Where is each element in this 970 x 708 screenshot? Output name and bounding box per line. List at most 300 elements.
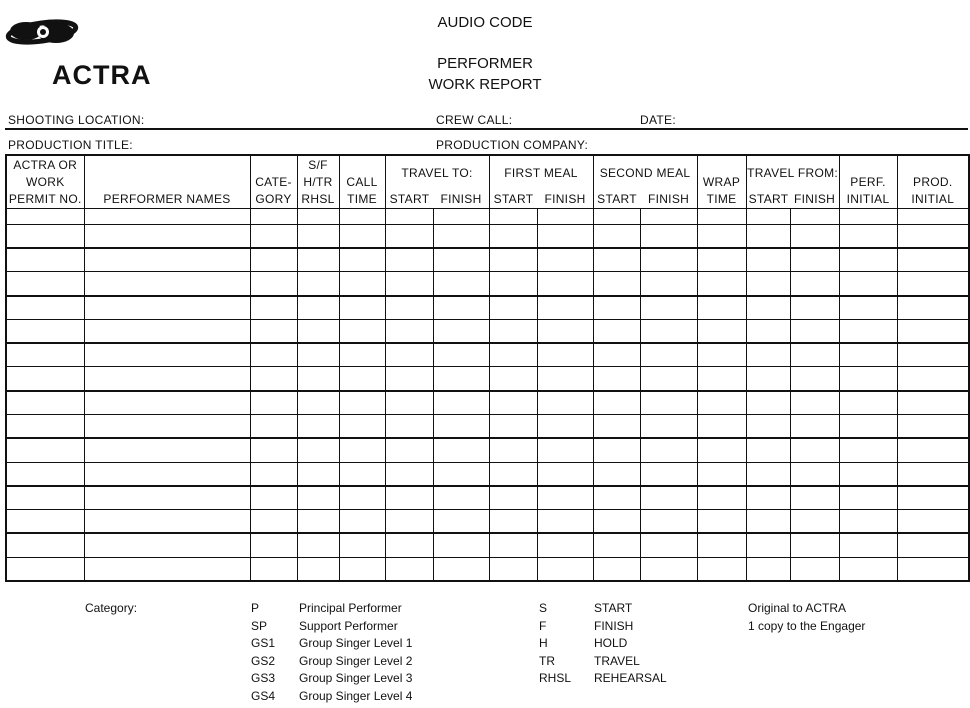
table-cell[interactable]: [84, 533, 250, 557]
table-cell[interactable]: [489, 557, 537, 581]
table-cell[interactable]: [84, 510, 250, 534]
table-cell[interactable]: [790, 486, 839, 510]
table-cell[interactable]: [297, 248, 339, 272]
col-sf-htr-rhsl: S/F H/TR RHSL: [297, 155, 339, 209]
table-cell[interactable]: [297, 391, 339, 415]
table-cell[interactable]: [697, 391, 746, 415]
table-cell[interactable]: [339, 510, 385, 534]
table-cell[interactable]: [6, 272, 84, 296]
table-row: [6, 296, 969, 320]
table-cell[interactable]: [697, 248, 746, 272]
table-cell[interactable]: [790, 224, 839, 248]
table-cell[interactable]: [537, 272, 593, 296]
table-cell[interactable]: [697, 462, 746, 486]
table-cell[interactable]: [6, 367, 84, 391]
table-cell[interactable]: [84, 343, 250, 367]
col-travel-from: TRAVEL FROM: START FINISH: [746, 155, 839, 209]
table-cell[interactable]: [790, 391, 839, 415]
table-cell[interactable]: [433, 343, 489, 367]
table-cell[interactable]: [897, 367, 969, 391]
table-cell[interactable]: [640, 557, 697, 581]
table-row: [6, 438, 969, 462]
table-cell[interactable]: [489, 224, 537, 248]
table-cell[interactable]: [593, 272, 640, 296]
table-cell[interactable]: [489, 248, 537, 272]
table-cell[interactable]: [385, 557, 433, 581]
table-cell[interactable]: [697, 557, 746, 581]
table-cell[interactable]: [593, 248, 640, 272]
col-perf-initial: PERF. INITIAL: [839, 155, 897, 209]
table-cell[interactable]: [385, 272, 433, 296]
table-cell[interactable]: [433, 438, 489, 462]
table-cell[interactable]: [839, 224, 897, 248]
table-cell[interactable]: [339, 557, 385, 581]
table-cell[interactable]: [790, 248, 839, 272]
distribution-note: [748, 600, 865, 635]
table-cell[interactable]: [697, 510, 746, 534]
table-cell[interactable]: [697, 533, 746, 557]
table-cell[interactable]: [6, 462, 84, 486]
table-cell[interactable]: [640, 438, 697, 462]
table-cell[interactable]: [897, 209, 969, 225]
table-cell[interactable]: [593, 557, 640, 581]
table-cell[interactable]: [839, 533, 897, 557]
table-cell[interactable]: [489, 367, 537, 391]
table-cell[interactable]: [640, 533, 697, 557]
table-cell[interactable]: [640, 414, 697, 438]
table-cell[interactable]: [339, 533, 385, 557]
table-cell[interactable]: [433, 510, 489, 534]
table-cell[interactable]: [839, 510, 897, 534]
col-call-time: CALL TIME: [339, 155, 385, 209]
table-cell[interactable]: [746, 391, 790, 415]
table-cell[interactable]: [839, 391, 897, 415]
table-cell[interactable]: [640, 224, 697, 248]
table-cell[interactable]: [385, 462, 433, 486]
table-cell[interactable]: [489, 533, 537, 557]
table-cell[interactable]: [433, 533, 489, 557]
table-cell[interactable]: [250, 224, 297, 248]
table-cell[interactable]: [6, 557, 84, 581]
table-cell[interactable]: [489, 209, 537, 225]
table-cell[interactable]: [839, 248, 897, 272]
table-cell[interactable]: [537, 438, 593, 462]
category-descriptions: [299, 600, 412, 706]
table-cell[interactable]: [697, 486, 746, 510]
table-cell[interactable]: [790, 438, 839, 462]
table-cell[interactable]: [6, 296, 84, 320]
table-cell[interactable]: [897, 272, 969, 296]
table-cell[interactable]: [897, 248, 969, 272]
table-cell[interactable]: [897, 557, 969, 581]
table-cell[interactable]: [746, 414, 790, 438]
table-cell[interactable]: [250, 272, 297, 296]
table-cell[interactable]: [746, 343, 790, 367]
table-cell[interactable]: [339, 391, 385, 415]
table-cell[interactable]: [640, 343, 697, 367]
table-cell[interactable]: [839, 438, 897, 462]
status-descriptions: [594, 600, 667, 688]
table-cell[interactable]: [250, 296, 297, 320]
table-cell[interactable]: [640, 486, 697, 510]
table-cell[interactable]: [6, 224, 84, 248]
table-cell[interactable]: [385, 510, 433, 534]
table-cell[interactable]: [385, 533, 433, 557]
col-category: CATE- GORY: [250, 155, 297, 209]
table-cell[interactable]: [6, 510, 84, 534]
table-cell[interactable]: [84, 319, 250, 343]
table-cell[interactable]: [385, 296, 433, 320]
status-desc-item: FINISH: [594, 618, 634, 633]
table-cell[interactable]: [790, 414, 839, 438]
table-cell[interactable]: [250, 319, 297, 343]
table-cell[interactable]: [250, 510, 297, 534]
table-cell[interactable]: [84, 209, 250, 225]
table-cell[interactable]: [537, 414, 593, 438]
table-cell[interactable]: [897, 486, 969, 510]
table-row: [6, 319, 969, 343]
table-cell[interactable]: [697, 319, 746, 343]
status-desc-item: REHEARSAL: [594, 671, 667, 686]
table-cell[interactable]: [897, 224, 969, 248]
table-cell[interactable]: [489, 510, 537, 534]
table-cell[interactable]: [697, 343, 746, 367]
table-cell[interactable]: [297, 486, 339, 510]
table-row: [6, 486, 969, 510]
table-cell[interactable]: [84, 557, 250, 581]
table-cell[interactable]: [84, 414, 250, 438]
table-cell[interactable]: [746, 209, 790, 225]
table-cell[interactable]: [697, 272, 746, 296]
table-row: [6, 533, 969, 557]
status-code-item: S: [539, 601, 548, 615]
status-code-item: TR: [539, 653, 555, 668]
table-cell[interactable]: [746, 438, 790, 462]
table-cell[interactable]: [489, 319, 537, 343]
table-cell[interactable]: [746, 248, 790, 272]
table-cell[interactable]: [297, 296, 339, 320]
table-cell[interactable]: [339, 462, 385, 486]
table-cell[interactable]: [339, 414, 385, 438]
performer-table: [5, 154, 970, 582]
table-cell[interactable]: [84, 367, 250, 391]
table-cell[interactable]: [746, 510, 790, 534]
table-cell[interactable]: [640, 209, 697, 225]
table-cell[interactable]: [593, 486, 640, 510]
table-cell[interactable]: [339, 248, 385, 272]
table-cell[interactable]: [697, 209, 746, 225]
table-cell[interactable]: [297, 272, 339, 296]
table-cell[interactable]: [297, 343, 339, 367]
table-cell[interactable]: [537, 462, 593, 486]
table-cell[interactable]: [593, 296, 640, 320]
production-title-field[interactable]: PRODUCTION TITLE:: [8, 138, 133, 152]
table-cell[interactable]: [537, 319, 593, 343]
table-cell[interactable]: [537, 209, 593, 225]
table-cell[interactable]: [489, 414, 537, 438]
table-cell[interactable]: [433, 224, 489, 248]
table-cell[interactable]: [6, 486, 84, 510]
table-cell[interactable]: [6, 414, 84, 438]
table-cell[interactable]: [790, 209, 839, 225]
table-cell[interactable]: [697, 367, 746, 391]
table-cell[interactable]: [84, 224, 250, 248]
table-cell[interactable]: [593, 319, 640, 343]
table-cell[interactable]: [250, 391, 297, 415]
table-cell[interactable]: [697, 438, 746, 462]
table-cell[interactable]: [640, 319, 697, 343]
table-row: [6, 414, 969, 438]
table-cell[interactable]: [339, 319, 385, 343]
shooting-location-field[interactable]: SHOOTING LOCATION:: [8, 113, 145, 127]
table-cell[interactable]: [897, 510, 969, 534]
table-cell[interactable]: [697, 414, 746, 438]
table-cell[interactable]: [790, 367, 839, 391]
table-cell[interactable]: [6, 533, 84, 557]
table-cell[interactable]: [839, 557, 897, 581]
table-cell[interactable]: [433, 367, 489, 391]
table-cell[interactable]: [433, 209, 489, 225]
table-cell[interactable]: [250, 367, 297, 391]
table-cell[interactable]: [593, 414, 640, 438]
table-cell[interactable]: [297, 557, 339, 581]
date-field[interactable]: DATE:: [640, 113, 676, 127]
category-code-item: GS1: [251, 636, 276, 651]
table-cell[interactable]: [640, 367, 697, 391]
category-desc-item: Group Singer Level 4: [299, 688, 413, 703]
table-cell[interactable]: [746, 462, 790, 486]
table-cell[interactable]: [84, 248, 250, 272]
table-cell[interactable]: [697, 296, 746, 320]
table-cell[interactable]: [6, 438, 84, 462]
table-cell[interactable]: [790, 533, 839, 557]
table-cell[interactable]: [433, 272, 489, 296]
table-cell[interactable]: [297, 462, 339, 486]
table-cell[interactable]: [790, 343, 839, 367]
table-cell[interactable]: [385, 224, 433, 248]
table-cell[interactable]: [640, 296, 697, 320]
table-cell[interactable]: [297, 367, 339, 391]
table-cell[interactable]: [790, 510, 839, 534]
table-cell[interactable]: [489, 462, 537, 486]
table-cell[interactable]: [839, 414, 897, 438]
table-cell[interactable]: [746, 367, 790, 391]
table-row: [6, 367, 969, 391]
table-cell[interactable]: [385, 486, 433, 510]
table-cell[interactable]: [697, 224, 746, 248]
table-cell[interactable]: [897, 391, 969, 415]
table-cell[interactable]: [489, 391, 537, 415]
table-cell[interactable]: [537, 391, 593, 415]
table-cell[interactable]: [297, 533, 339, 557]
table-cell[interactable]: [593, 209, 640, 225]
table-cell[interactable]: [250, 486, 297, 510]
table-cell[interactable]: [433, 557, 489, 581]
table-cell[interactable]: [297, 209, 339, 225]
table-cell[interactable]: [339, 486, 385, 510]
table-cell[interactable]: [593, 533, 640, 557]
table-cell[interactable]: [385, 438, 433, 462]
table-cell[interactable]: [433, 248, 489, 272]
table-cell[interactable]: [897, 533, 969, 557]
table-cell[interactable]: [839, 272, 897, 296]
table-cell[interactable]: [897, 438, 969, 462]
table-cell[interactable]: [790, 462, 839, 486]
table-cell[interactable]: [339, 343, 385, 367]
table-cell[interactable]: [250, 248, 297, 272]
table-cell[interactable]: [839, 209, 897, 225]
table-cell[interactable]: [433, 296, 489, 320]
table-cell[interactable]: [433, 486, 489, 510]
table-cell[interactable]: [746, 272, 790, 296]
table-cell[interactable]: [84, 296, 250, 320]
table-cell[interactable]: [537, 367, 593, 391]
table-cell[interactable]: [537, 510, 593, 534]
table-cell[interactable]: [839, 319, 897, 343]
table-cell[interactable]: [593, 224, 640, 248]
table-cell[interactable]: [897, 343, 969, 367]
table-cell[interactable]: [593, 462, 640, 486]
table-cell[interactable]: [593, 391, 640, 415]
table-cell[interactable]: [339, 367, 385, 391]
table-cell[interactable]: [593, 510, 640, 534]
table-cell[interactable]: [839, 486, 897, 510]
table-cell[interactable]: [790, 319, 839, 343]
table-cell[interactable]: [897, 462, 969, 486]
table-cell[interactable]: [6, 343, 84, 367]
status-codes: [539, 600, 571, 688]
table-cell[interactable]: [537, 486, 593, 510]
table-cell[interactable]: [385, 367, 433, 391]
table-cell[interactable]: [385, 319, 433, 343]
logo-wordmark: ACTRA: [52, 60, 152, 90]
table-cell[interactable]: [385, 414, 433, 438]
table-cell[interactable]: [746, 319, 790, 343]
table-cell[interactable]: [84, 486, 250, 510]
category-code-item: GS4: [251, 688, 276, 703]
table-cell[interactable]: [746, 533, 790, 557]
table-cell[interactable]: [250, 438, 297, 462]
table-cell[interactable]: [897, 296, 969, 320]
table-row: [6, 248, 969, 272]
category-desc-item: Group Singer Level 1: [299, 636, 413, 651]
table-cell[interactable]: [640, 248, 697, 272]
table-cell[interactable]: [6, 319, 84, 343]
table-cell[interactable]: [250, 533, 297, 557]
table-cell[interactable]: [84, 438, 250, 462]
table-cell[interactable]: [746, 557, 790, 581]
table-cell[interactable]: [6, 248, 84, 272]
table-cell[interactable]: [297, 224, 339, 248]
distribution-item: 1 copy to the Engager: [748, 618, 866, 633]
table-cell[interactable]: [790, 272, 839, 296]
table-cell[interactable]: [537, 557, 593, 581]
table-row: [6, 391, 969, 415]
status-code-item: H: [539, 636, 548, 651]
table-cell[interactable]: [593, 438, 640, 462]
table-row: [6, 462, 969, 486]
table-cell[interactable]: [339, 209, 385, 225]
table-cell[interactable]: [489, 486, 537, 510]
table-cell[interactable]: [790, 557, 839, 581]
table-cell[interactable]: [640, 462, 697, 486]
table-cell[interactable]: [640, 510, 697, 534]
table-cell[interactable]: [339, 296, 385, 320]
table-cell[interactable]: [297, 414, 339, 438]
table-cell[interactable]: [897, 414, 969, 438]
table-cell[interactable]: [489, 343, 537, 367]
table-cell[interactable]: [385, 248, 433, 272]
table-cell[interactable]: [593, 367, 640, 391]
table-cell[interactable]: [250, 462, 297, 486]
table-cell[interactable]: [489, 438, 537, 462]
table-cell[interactable]: [537, 533, 593, 557]
table-cell[interactable]: [746, 296, 790, 320]
table-cell[interactable]: [250, 414, 297, 438]
table-cell[interactable]: [839, 367, 897, 391]
table-cell[interactable]: [84, 391, 250, 415]
table-row: [6, 343, 969, 367]
table-cell[interactable]: [297, 510, 339, 534]
table-cell[interactable]: [297, 319, 339, 343]
table-cell[interactable]: [250, 557, 297, 581]
table-cell[interactable]: [385, 343, 433, 367]
table-cell[interactable]: [84, 462, 250, 486]
table-cell[interactable]: [433, 414, 489, 438]
table-cell[interactable]: [537, 296, 593, 320]
table-cell[interactable]: [489, 296, 537, 320]
table-cell[interactable]: [640, 272, 697, 296]
table-cell[interactable]: [839, 296, 897, 320]
table-row: [6, 272, 969, 296]
table-cell[interactable]: [537, 343, 593, 367]
table-cell[interactable]: [433, 391, 489, 415]
table-cell[interactable]: [385, 209, 433, 225]
table-cell[interactable]: [537, 224, 593, 248]
table-cell[interactable]: [790, 296, 839, 320]
table-cell[interactable]: [433, 319, 489, 343]
table-cell[interactable]: [746, 224, 790, 248]
category-code-item: P: [251, 601, 260, 615]
table-cell[interactable]: [6, 391, 84, 415]
table-cell[interactable]: [433, 462, 489, 486]
table-cell[interactable]: [746, 486, 790, 510]
table-cell[interactable]: [897, 319, 969, 343]
crew-call-field[interactable]: CREW CALL:: [436, 113, 513, 127]
status-desc-item: HOLD: [594, 636, 628, 651]
table-cell[interactable]: [250, 209, 297, 225]
table-cell[interactable]: [339, 438, 385, 462]
production-company-field[interactable]: PRODUCTION COMPANY:: [436, 138, 589, 152]
category-code-item: GS2: [251, 653, 276, 668]
table-cell[interactable]: [250, 343, 297, 367]
table-cell[interactable]: [297, 438, 339, 462]
table-cell[interactable]: [489, 272, 537, 296]
table-cell[interactable]: [640, 391, 697, 415]
table-cell[interactable]: [339, 224, 385, 248]
table-cell[interactable]: [385, 391, 433, 415]
table-cell[interactable]: [593, 343, 640, 367]
table-cell[interactable]: [339, 272, 385, 296]
table-row: [6, 557, 969, 581]
table-cell[interactable]: [84, 272, 250, 296]
table-cell[interactable]: [839, 343, 897, 367]
table-cell[interactable]: [839, 462, 897, 486]
col-actra-permit: ACTRA OR WORK PERMIT NO.: [6, 155, 84, 209]
col-wrap-time: WRAP TIME: [697, 155, 746, 209]
table-cell[interactable]: [537, 248, 593, 272]
table-cell[interactable]: [6, 209, 84, 225]
